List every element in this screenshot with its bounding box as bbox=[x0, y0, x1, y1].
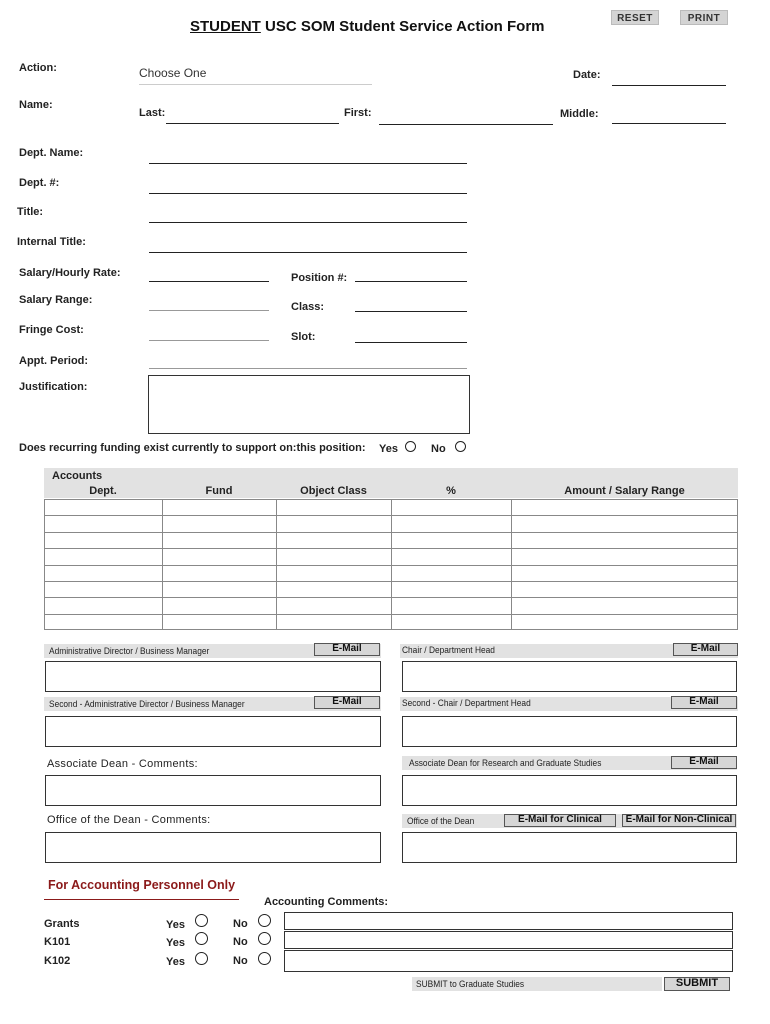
accounts-cell[interactable] bbox=[391, 499, 511, 515]
internal-title-label: Internal Title: bbox=[17, 236, 86, 248]
office-dean-comments-label: Office of the Dean - Comments: bbox=[47, 814, 211, 826]
admin-director-email-button[interactable]: E-Mail bbox=[314, 643, 380, 656]
accounting-heading-rule bbox=[44, 899, 239, 900]
accounts-cell[interactable] bbox=[391, 614, 511, 630]
funding-no-radio[interactable] bbox=[455, 441, 466, 452]
middle-name-label: Middle: bbox=[560, 108, 599, 120]
salary-rate-field[interactable] bbox=[149, 267, 269, 282]
salary-range-field[interactable] bbox=[149, 296, 269, 311]
second-admin-field[interactable] bbox=[45, 716, 381, 747]
accounts-title: Accounts bbox=[52, 470, 103, 482]
k102-yes-label: Yes bbox=[166, 956, 185, 968]
accounts-cell[interactable] bbox=[44, 532, 162, 548]
accounts-cell[interactable] bbox=[511, 499, 738, 515]
accounts-cell[interactable] bbox=[162, 565, 276, 581]
reset-button[interactable]: RESET bbox=[611, 10, 659, 25]
accounts-col-object-class: Object Class bbox=[300, 485, 367, 497]
k101-label: K101 bbox=[44, 936, 71, 948]
accounts-cell[interactable] bbox=[44, 597, 162, 613]
accounts-col-percent: % bbox=[446, 485, 456, 497]
grants-comment-field[interactable] bbox=[284, 912, 733, 930]
form-title-text: USC SOM Student Service Action Form bbox=[260, 18, 545, 35]
class-field[interactable] bbox=[355, 297, 467, 312]
accounts-cell[interactable] bbox=[391, 597, 511, 613]
accounts-cell[interactable] bbox=[276, 548, 391, 564]
accounting-comments-label: Accounting Comments: bbox=[264, 896, 389, 908]
accounts-cell[interactable] bbox=[44, 581, 162, 597]
date-field[interactable] bbox=[612, 71, 726, 86]
grants-yes-label: Yes bbox=[166, 919, 185, 931]
form-title-emphasis: STUDENT bbox=[190, 18, 261, 35]
admin-director-label: Administrative Director / Business Manager bbox=[49, 646, 210, 657]
accounts-cell[interactable] bbox=[511, 548, 738, 564]
k102-yes-radio[interactable] bbox=[195, 952, 208, 965]
second-admin-email-button[interactable]: E-Mail bbox=[314, 696, 380, 709]
accounts-cell[interactable] bbox=[391, 548, 511, 564]
accounts-cell[interactable] bbox=[511, 581, 738, 597]
accounts-cell[interactable] bbox=[511, 515, 738, 531]
name-label: Name: bbox=[19, 99, 53, 111]
dept-name-field[interactable] bbox=[149, 149, 467, 164]
accounts-cell[interactable] bbox=[44, 565, 162, 581]
grants-no-label: No bbox=[233, 918, 248, 930]
title-label: Title: bbox=[17, 206, 44, 218]
accounts-cell[interactable] bbox=[511, 614, 738, 630]
middle-name-field[interactable] bbox=[612, 109, 726, 124]
accounts-cell[interactable] bbox=[511, 532, 738, 548]
submit-caption: SUBMIT to Graduate Studies bbox=[416, 979, 525, 990]
first-name-field[interactable] bbox=[379, 110, 553, 125]
action-select-value: Choose One bbox=[139, 66, 207, 80]
grants-label: Grants bbox=[44, 918, 80, 930]
justification-label: Justification: bbox=[19, 381, 88, 393]
salary-range-label: Salary Range: bbox=[19, 294, 93, 306]
internal-title-field[interactable] bbox=[149, 238, 467, 253]
k101-yes-radio[interactable] bbox=[195, 932, 208, 945]
office-dean-nonclinical-email-button[interactable]: E-Mail for Non-Clinical bbox=[622, 814, 736, 827]
accounts-cell[interactable] bbox=[276, 515, 391, 531]
funding-yes-radio[interactable] bbox=[405, 441, 416, 452]
k101-comment-field[interactable] bbox=[284, 931, 733, 949]
dept-number-field[interactable] bbox=[149, 179, 467, 194]
funding-yes-label: Yes bbox=[379, 443, 398, 455]
salary-rate-label: Salary/Hourly Rate: bbox=[19, 267, 121, 279]
title-field[interactable] bbox=[149, 208, 467, 223]
date-label: Date: bbox=[573, 69, 601, 81]
position-label: Position #: bbox=[291, 272, 348, 284]
office-dean-clinical-email-button[interactable]: E-Mail for Clinical bbox=[504, 814, 616, 827]
k101-no-label: No bbox=[233, 936, 248, 948]
action-label: Action: bbox=[19, 62, 57, 74]
dept-number-label: Dept. #: bbox=[19, 177, 60, 189]
admin-director-field[interactable] bbox=[45, 661, 381, 692]
accounts-cell[interactable] bbox=[44, 515, 162, 531]
funding-no-label: No bbox=[431, 443, 446, 455]
assoc-dean-research-field[interactable] bbox=[402, 775, 737, 806]
k102-comment-field[interactable] bbox=[284, 950, 733, 972]
funding-question: Does recurring funding exist currently to support on:this position: bbox=[19, 442, 366, 454]
office-dean-label: Office of the Dean bbox=[407, 816, 475, 827]
office-dean-comments-field[interactable] bbox=[45, 832, 381, 863]
accounts-cell[interactable] bbox=[276, 499, 391, 515]
k101-yes-label: Yes bbox=[166, 937, 185, 949]
accounts-cell[interactable] bbox=[44, 548, 162, 564]
accounts-cell[interactable] bbox=[162, 581, 276, 597]
accounts-cell[interactable] bbox=[162, 515, 276, 531]
second-chair-email-button[interactable]: E-Mail bbox=[671, 696, 737, 709]
grants-yes-radio[interactable] bbox=[195, 914, 208, 927]
form-title bbox=[190, 18, 545, 35]
slot-field[interactable] bbox=[355, 328, 467, 343]
assoc-dean-field[interactable] bbox=[45, 775, 381, 806]
accounts-cell[interactable] bbox=[162, 548, 276, 564]
accounts-cell[interactable] bbox=[276, 565, 391, 581]
justification-textarea[interactable] bbox=[148, 375, 470, 434]
office-dean-field[interactable] bbox=[402, 832, 737, 863]
submit-button[interactable]: SUBMIT bbox=[664, 977, 730, 991]
second-admin-label: Second - Administrative Director / Business Manager bbox=[49, 699, 245, 710]
fringe-cost-label: Fringe Cost: bbox=[19, 324, 84, 336]
accounts-cell[interactable] bbox=[162, 597, 276, 613]
accounts-cell[interactable] bbox=[162, 532, 276, 548]
position-field[interactable] bbox=[355, 267, 467, 282]
k102-label: K102 bbox=[44, 955, 71, 967]
accounts-cell[interactable] bbox=[44, 614, 162, 630]
accounts-cell[interactable] bbox=[162, 499, 276, 515]
class-label: Class: bbox=[291, 301, 325, 313]
chair-label: Chair / Department Head bbox=[402, 645, 495, 656]
appt-period-field[interactable] bbox=[149, 354, 467, 369]
accounts-col-dept: Dept. bbox=[89, 485, 117, 497]
accounting-heading: For Accounting Personnel Only bbox=[48, 878, 236, 892]
first-name-label: First: bbox=[344, 107, 372, 119]
grants-no-radio[interactable] bbox=[258, 914, 271, 927]
k101-no-radio[interactable] bbox=[258, 932, 271, 945]
second-chair-field[interactable] bbox=[402, 716, 737, 747]
second-chair-label: Second - Chair / Department Head bbox=[402, 698, 531, 709]
accounts-cell[interactable] bbox=[511, 565, 738, 581]
accounts-cell[interactable] bbox=[391, 581, 511, 597]
accounts-cell[interactable] bbox=[44, 499, 162, 515]
dept-name-label: Dept. Name: bbox=[19, 147, 84, 159]
assoc-dean-research-label: Associate Dean for Research and Graduate Studies bbox=[409, 758, 602, 769]
slot-label: Slot: bbox=[291, 331, 316, 343]
accounts-table bbox=[44, 499, 738, 630]
accounts-cell[interactable] bbox=[276, 597, 391, 613]
accounts-cell[interactable] bbox=[162, 614, 276, 630]
accounts-cell[interactable] bbox=[391, 515, 511, 531]
assoc-dean-research-email-button[interactable]: E-Mail bbox=[671, 756, 737, 769]
k102-no-radio[interactable] bbox=[258, 952, 271, 965]
accounts-cell[interactable] bbox=[511, 597, 738, 613]
accounts-col-fund: Fund bbox=[205, 485, 233, 497]
print-button[interactable]: PRINT bbox=[680, 10, 728, 25]
chair-field[interactable] bbox=[402, 661, 737, 692]
last-name-field[interactable] bbox=[166, 109, 339, 124]
action-select[interactable] bbox=[139, 64, 372, 85]
appt-period-label: Appt. Period: bbox=[19, 355, 89, 367]
accounts-cell[interactable] bbox=[391, 532, 511, 548]
assoc-dean-label: Associate Dean - Comments: bbox=[47, 758, 198, 770]
k102-no-label: No bbox=[233, 955, 248, 967]
accounts-cell[interactable] bbox=[391, 565, 511, 581]
chair-email-button[interactable]: E-Mail bbox=[673, 643, 738, 656]
accounts-cell[interactable] bbox=[276, 614, 391, 630]
accounts-cell[interactable] bbox=[276, 581, 391, 597]
fringe-cost-field[interactable] bbox=[149, 326, 269, 341]
last-name-label: Last: bbox=[139, 107, 166, 119]
accounts-cell[interactable] bbox=[276, 532, 391, 548]
accounts-col-amount: Amount / Salary Range bbox=[564, 485, 685, 497]
